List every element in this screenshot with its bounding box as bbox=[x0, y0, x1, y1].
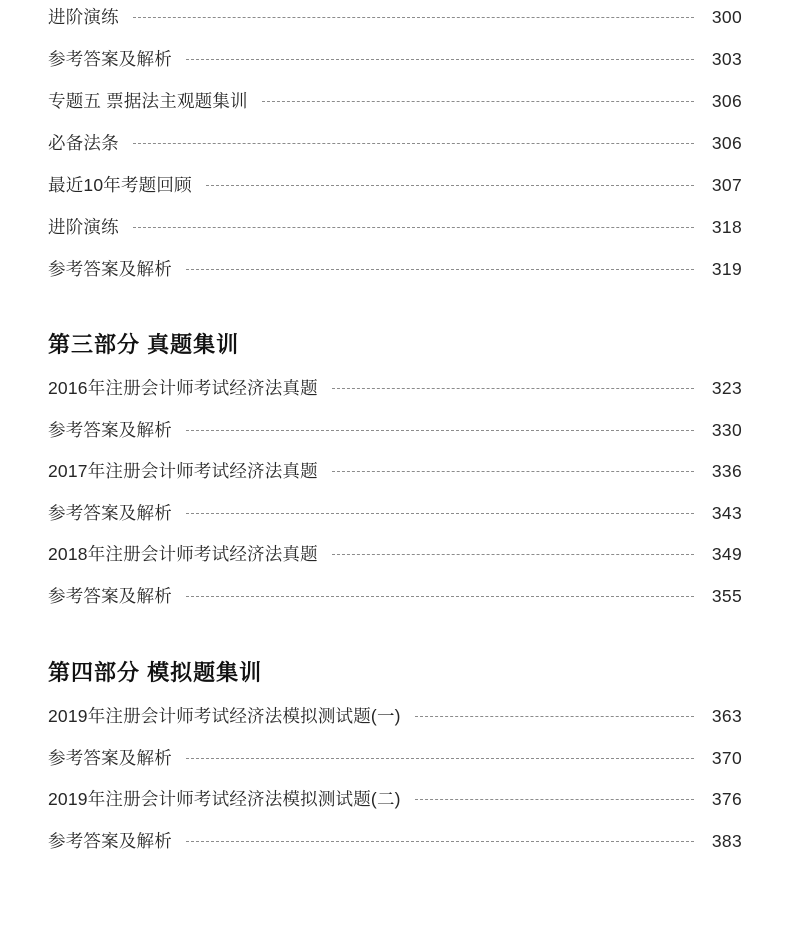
dot-leader bbox=[186, 596, 694, 597]
toc-entry-page: 323 bbox=[711, 378, 742, 398]
section-heading-part-three: 第三部分 真题集训 bbox=[48, 332, 240, 357]
toc-group-part-four bbox=[48, 703, 742, 869]
toc-entry[interactable] bbox=[48, 583, 742, 625]
toc-entry[interactable] bbox=[48, 88, 742, 130]
toc-entry[interactable] bbox=[48, 458, 742, 500]
toc-entry[interactable] bbox=[48, 256, 742, 298]
dot-leader bbox=[133, 17, 694, 18]
toc-entry-page: 355 bbox=[711, 585, 742, 606]
toc-entry[interactable] bbox=[48, 745, 742, 787]
toc-entry-title: 参考答案及解析 bbox=[48, 747, 172, 768]
dot-leader bbox=[186, 430, 694, 431]
toc-entry-title: 参考答案及解析 bbox=[48, 585, 172, 606]
toc-entry[interactable] bbox=[48, 46, 742, 88]
toc-entry-page: 370 bbox=[711, 747, 742, 768]
toc-entry-title: 参考答案及解析 bbox=[48, 49, 172, 69]
toc-entry-page: 300 bbox=[711, 7, 742, 27]
toc-entry-title: 参考答案及解析 bbox=[48, 419, 172, 440]
toc-entry-title: 必备法条 bbox=[48, 133, 119, 153]
dot-leader bbox=[262, 101, 694, 102]
section-heading-part-four-block bbox=[48, 624, 742, 703]
dot-leader bbox=[415, 716, 694, 717]
toc-entry-title: 专题五 票据法主观题集训 bbox=[48, 91, 248, 111]
toc-group-part-three bbox=[48, 375, 742, 624]
dot-leader bbox=[332, 554, 694, 555]
toc-entry[interactable] bbox=[48, 130, 742, 172]
toc-entry-title: 2019年注册会计师考试经济法模拟测试题(一) bbox=[48, 706, 401, 726]
toc-entry-title: 参考答案及解析 bbox=[48, 830, 172, 851]
toc-entry-title: 进阶演练 bbox=[48, 7, 119, 27]
toc-entry-page: 306 bbox=[711, 133, 742, 153]
toc-entry-page: 349 bbox=[711, 544, 742, 564]
toc-entry-page: 343 bbox=[711, 502, 742, 523]
toc-entry[interactable] bbox=[48, 417, 742, 459]
toc-entry-page: 307 bbox=[711, 175, 742, 195]
toc-entry[interactable] bbox=[48, 703, 742, 745]
toc-entry[interactable] bbox=[48, 828, 742, 870]
dot-leader bbox=[332, 471, 694, 472]
toc-entry[interactable] bbox=[48, 500, 742, 542]
toc-entry-title: 2018年注册会计师考试经济法真题 bbox=[48, 544, 318, 564]
dot-leader bbox=[186, 841, 694, 842]
toc-entry-title: 进阶演练 bbox=[48, 217, 119, 237]
toc-entry-page: 319 bbox=[711, 259, 742, 279]
dot-leader bbox=[332, 388, 694, 389]
toc-entry[interactable] bbox=[48, 214, 742, 256]
toc-entry-title: 2016年注册会计师考试经济法真题 bbox=[48, 378, 318, 398]
dot-leader bbox=[186, 59, 694, 60]
toc-entry[interactable] bbox=[48, 172, 742, 214]
toc-entry-title: 参考答案及解析 bbox=[48, 502, 172, 523]
toc-group-continued bbox=[48, 4, 742, 298]
toc-entry-page: 330 bbox=[711, 419, 742, 440]
toc-entry-title: 最近10年考题回顾 bbox=[48, 175, 192, 195]
toc-entry-title: 参考答案及解析 bbox=[48, 259, 172, 279]
dot-leader bbox=[133, 143, 694, 144]
toc-entry-page: 383 bbox=[711, 830, 742, 851]
toc-entry-title: 2019年注册会计师考试经济法模拟测试题(二) bbox=[48, 789, 401, 809]
toc-entry[interactable] bbox=[48, 4, 742, 46]
toc-entry-title: 2017年注册会计师考试经济法真题 bbox=[48, 461, 318, 481]
toc-entry-page: 336 bbox=[711, 461, 742, 481]
toc-entry-page: 303 bbox=[711, 49, 742, 69]
toc-entry-page: 363 bbox=[711, 706, 742, 726]
dot-leader bbox=[186, 758, 694, 759]
table-of-contents bbox=[48, 0, 742, 869]
section-heading-part-four: 第四部分 模拟题集训 bbox=[48, 660, 263, 685]
dot-leader bbox=[206, 185, 694, 186]
toc-entry-page: 318 bbox=[711, 217, 742, 237]
toc-entry[interactable] bbox=[48, 541, 742, 583]
toc-entry[interactable] bbox=[48, 786, 742, 828]
toc-entry-page: 306 bbox=[711, 91, 742, 111]
dot-leader bbox=[133, 227, 694, 228]
dot-leader bbox=[186, 269, 694, 270]
toc-entry[interactable] bbox=[48, 375, 742, 417]
dot-leader bbox=[415, 799, 694, 800]
section-heading-part-three-block bbox=[48, 298, 742, 375]
dot-leader bbox=[186, 513, 694, 514]
toc-entry-page: 376 bbox=[711, 789, 742, 809]
